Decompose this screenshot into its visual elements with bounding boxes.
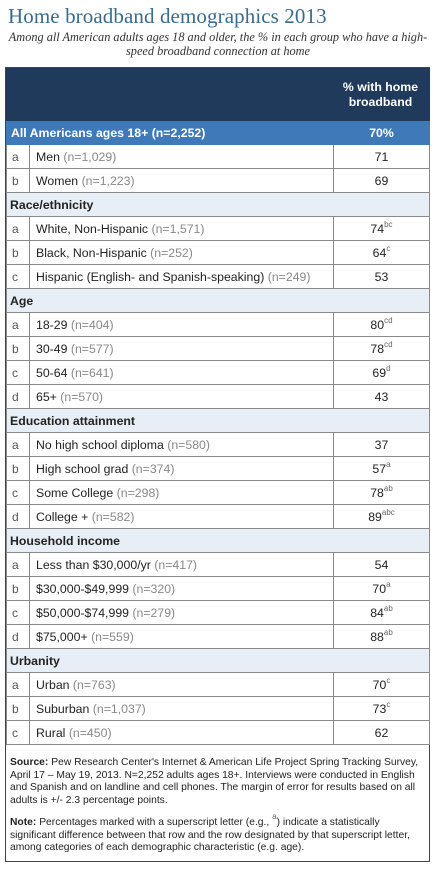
- row-sample-size: (n=249): [267, 269, 311, 284]
- section-header-row: [7, 193, 430, 217]
- row-value: 62: [374, 725, 389, 740]
- row-letter: a: [7, 673, 30, 697]
- row-sample-size: (n=582): [91, 509, 135, 524]
- row-label-cell: [30, 505, 334, 529]
- significance-note: [10, 812, 425, 855]
- row-letter: c: [7, 265, 30, 289]
- row-sample-size: (n=580): [167, 437, 210, 452]
- section-title: Age: [7, 289, 430, 313]
- row-value-cell: [334, 457, 430, 481]
- row-letter: d: [7, 505, 30, 529]
- row-label-cell: [30, 265, 334, 289]
- row-label: Suburban: [36, 701, 90, 716]
- row-letter: b: [7, 457, 30, 481]
- row-sample-size: (n=404): [70, 317, 114, 332]
- row-label: White, Non-Hispanic: [36, 221, 149, 236]
- table-row: [7, 265, 430, 289]
- row-sample-size: (n=417): [154, 557, 198, 572]
- row-letter: a: [7, 433, 30, 457]
- row-significance-marker: cd: [384, 315, 393, 325]
- row-label-cell: [30, 361, 334, 385]
- row-sample-size: (n=1,223): [81, 173, 135, 188]
- row-value: 71: [374, 149, 389, 164]
- row-sample-size: (n=298): [116, 485, 160, 500]
- row-value: 78: [370, 485, 384, 500]
- row-significance-marker: a: [386, 459, 391, 469]
- row-value-cell: [334, 313, 430, 337]
- page-subtitle: Among all American adults ages 18 and older, the % in each group who have a high-speed broadband connection at home: [8, 30, 428, 58]
- row-value: 80: [370, 317, 385, 332]
- row-letter: a: [7, 313, 30, 337]
- row-label: Women: [36, 173, 79, 188]
- row-value-cell: [334, 265, 430, 289]
- row-value-cell: [334, 721, 430, 745]
- row-sample-size: (n=279): [132, 605, 176, 620]
- table-row: [7, 361, 430, 385]
- table-row: [7, 505, 430, 529]
- row-letter: a: [7, 145, 30, 169]
- row-value: 37: [374, 437, 389, 452]
- row-sample-size: (n=570): [60, 389, 104, 404]
- row-value: 73: [372, 701, 387, 716]
- section-title: Urbanity: [7, 649, 430, 673]
- row-label: $30,000-$49,999: [36, 581, 129, 596]
- table-row: [7, 457, 430, 481]
- row-value: 88: [370, 629, 384, 644]
- page-title: Home broadband demographics 2013: [8, 4, 327, 28]
- row-value-cell: [334, 481, 430, 505]
- row-significance-marker: ab: [383, 483, 393, 493]
- section-header-row: [7, 409, 430, 433]
- row-label-cell: [30, 481, 334, 505]
- row-letter: c: [7, 361, 30, 385]
- row-sample-size: (n=763): [72, 677, 116, 692]
- table-row: [7, 721, 430, 745]
- value-column-header: % with home broadband: [334, 69, 430, 121]
- row-label: No high school diploma: [36, 437, 164, 452]
- row-significance-marker: c: [386, 699, 391, 709]
- row-label: 18-29: [36, 317, 68, 332]
- row-label-cell: [30, 241, 334, 265]
- table-row: [7, 145, 430, 169]
- row-letter: b: [7, 697, 30, 721]
- row-label-cell: [30, 577, 334, 601]
- row-value: 64: [372, 245, 387, 260]
- row-label-cell: [30, 553, 334, 577]
- row-label-cell: [30, 673, 334, 697]
- row-significance-marker: ab: [383, 627, 393, 637]
- section-header-row: [7, 289, 430, 313]
- row-value-cell: [334, 145, 430, 169]
- row-significance-marker: a: [386, 579, 391, 589]
- row-value-cell: [334, 601, 430, 625]
- row-letter: b: [7, 241, 30, 265]
- row-value-cell: [334, 361, 430, 385]
- row-letter: c: [7, 721, 30, 745]
- broadband-table: [6, 68, 430, 745]
- row-value-cell: [334, 553, 430, 577]
- row-sample-size: (n=1,571): [151, 221, 205, 236]
- table-row: [7, 313, 430, 337]
- table-row: [7, 577, 430, 601]
- section-header-row: [7, 529, 430, 553]
- table-row: [7, 601, 430, 625]
- table-row: [7, 481, 430, 505]
- row-value: 57: [372, 461, 387, 476]
- row-label: Some College: [36, 485, 114, 500]
- row-label-cell: [30, 313, 334, 337]
- row-value: 69: [372, 365, 387, 380]
- note-label: Note:: [10, 817, 37, 828]
- table-row: [7, 673, 430, 697]
- row-value-cell: [334, 241, 430, 265]
- row-significance-marker: d: [386, 363, 391, 373]
- row-value: 89: [368, 509, 382, 524]
- row-value: 70: [372, 581, 387, 596]
- row-label: $75,000+: [36, 629, 88, 644]
- table-row: [7, 697, 430, 721]
- row-significance-marker: bc: [384, 219, 393, 229]
- row-value-cell: [334, 337, 430, 361]
- row-label: Rural: [36, 725, 66, 740]
- row-label-cell: [30, 433, 334, 457]
- row-value-cell: [334, 385, 430, 409]
- note-text-after: ) indicate a statistically significant difference between that row and the row designated by that superscript letter, among categories of each demographic characteristic (e.g. age).: [10, 817, 410, 854]
- row-value-cell: [334, 625, 430, 649]
- row-value-cell: [334, 697, 430, 721]
- row-significance-marker: c: [386, 243, 391, 253]
- source-note: [10, 757, 425, 807]
- row-letter: b: [7, 577, 30, 601]
- row-label: $50,000-$74,999: [36, 605, 129, 620]
- row-label-cell: [30, 385, 334, 409]
- row-label: Less than $30,000/yr: [36, 557, 151, 572]
- row-sample-size: (n=450): [68, 725, 112, 740]
- row-letter: c: [7, 481, 30, 505]
- table-row: [7, 217, 430, 241]
- row-label-cell: [30, 217, 334, 241]
- row-significance-marker: c: [386, 675, 391, 685]
- row-value-cell: [334, 577, 430, 601]
- row-value-cell: [334, 673, 430, 697]
- row-value-cell: [334, 505, 430, 529]
- source-text: Pew Research Center's Internet & American Life Project Spring Tracking Survey, April 17 – May 19, 2013. N=2,252 adults ages 18+. Interviews were conducted in English and Spanish and on landline and cell phones. The margin of error for results based on all adults is +/- 2.3 percentage points.: [10, 757, 419, 806]
- table-row: [7, 433, 430, 457]
- row-significance-marker: cd: [384, 339, 393, 349]
- section-title: Race/ethnicity: [7, 193, 430, 217]
- row-label-cell: [30, 625, 334, 649]
- row-letter: c: [7, 601, 30, 625]
- row-value: 53: [374, 269, 389, 284]
- all-americans-value: 70%: [334, 121, 430, 145]
- row-value: 69: [374, 173, 389, 188]
- row-label-cell: [30, 697, 334, 721]
- table-row: [7, 241, 430, 265]
- row-value-cell: [334, 433, 430, 457]
- row-label: Men: [36, 149, 60, 164]
- row-significance-marker: ab: [383, 603, 393, 613]
- header-blank-cell: [7, 69, 334, 121]
- row-sample-size: (n=641): [70, 365, 114, 380]
- row-value: 78: [370, 341, 385, 356]
- all-americans-label: All Americans ages 18+ (n=2,252): [7, 121, 334, 145]
- row-sample-size: (n=1,037): [92, 701, 146, 716]
- row-label: Black, Non-Hispanic: [36, 245, 147, 260]
- row-label: College +: [36, 509, 89, 524]
- table-header-row: [7, 69, 430, 121]
- table-row: [7, 553, 430, 577]
- row-letter: a: [7, 553, 30, 577]
- all-americans-row: [7, 121, 430, 145]
- row-label-cell: [30, 145, 334, 169]
- row-label: Urban: [36, 677, 70, 692]
- row-label-cell: [30, 169, 334, 193]
- row-sample-size: (n=1,029): [63, 149, 117, 164]
- row-label-cell: [30, 337, 334, 361]
- source-label: Source:: [10, 757, 49, 768]
- section-title: Education attainment: [7, 409, 430, 433]
- row-value-cell: [334, 169, 430, 193]
- row-label-cell: [30, 457, 334, 481]
- table-row: [7, 385, 430, 409]
- row-letter: a: [7, 217, 30, 241]
- row-sample-size: (n=374): [131, 461, 175, 476]
- row-significance-marker: abc: [381, 507, 395, 517]
- row-letter: d: [7, 385, 30, 409]
- note-sup-example: a: [272, 812, 277, 821]
- row-label: High school grad: [36, 461, 129, 476]
- row-value: 70: [372, 677, 387, 692]
- row-value: 74: [370, 221, 385, 236]
- row-label: 65+: [36, 389, 57, 404]
- row-value-cell: [334, 217, 430, 241]
- row-sample-size: (n=252): [150, 245, 193, 260]
- row-letter: b: [7, 169, 30, 193]
- section-title: Household income: [7, 529, 430, 553]
- row-letter: b: [7, 337, 30, 361]
- row-letter: d: [7, 625, 30, 649]
- row-label: Hispanic (English- and Spanish-speaking): [36, 269, 265, 284]
- row-label: 30-49: [36, 341, 68, 356]
- note-text-before: Percentages marked with a superscript letter (e.g.,: [39, 817, 273, 828]
- row-sample-size: (n=320): [132, 581, 176, 596]
- row-sample-size: (n=577): [70, 341, 114, 356]
- row-value: 84: [370, 605, 384, 620]
- section-header-row: [7, 649, 430, 673]
- row-label: 50-64: [36, 365, 68, 380]
- row-label-cell: [30, 601, 334, 625]
- row-sample-size: (n=559): [91, 629, 134, 644]
- table-row: [7, 169, 430, 193]
- row-value: 54: [374, 557, 389, 572]
- row-label-cell: [30, 721, 334, 745]
- table-row: [7, 337, 430, 361]
- table-row: [7, 625, 430, 649]
- row-value: 43: [374, 389, 389, 404]
